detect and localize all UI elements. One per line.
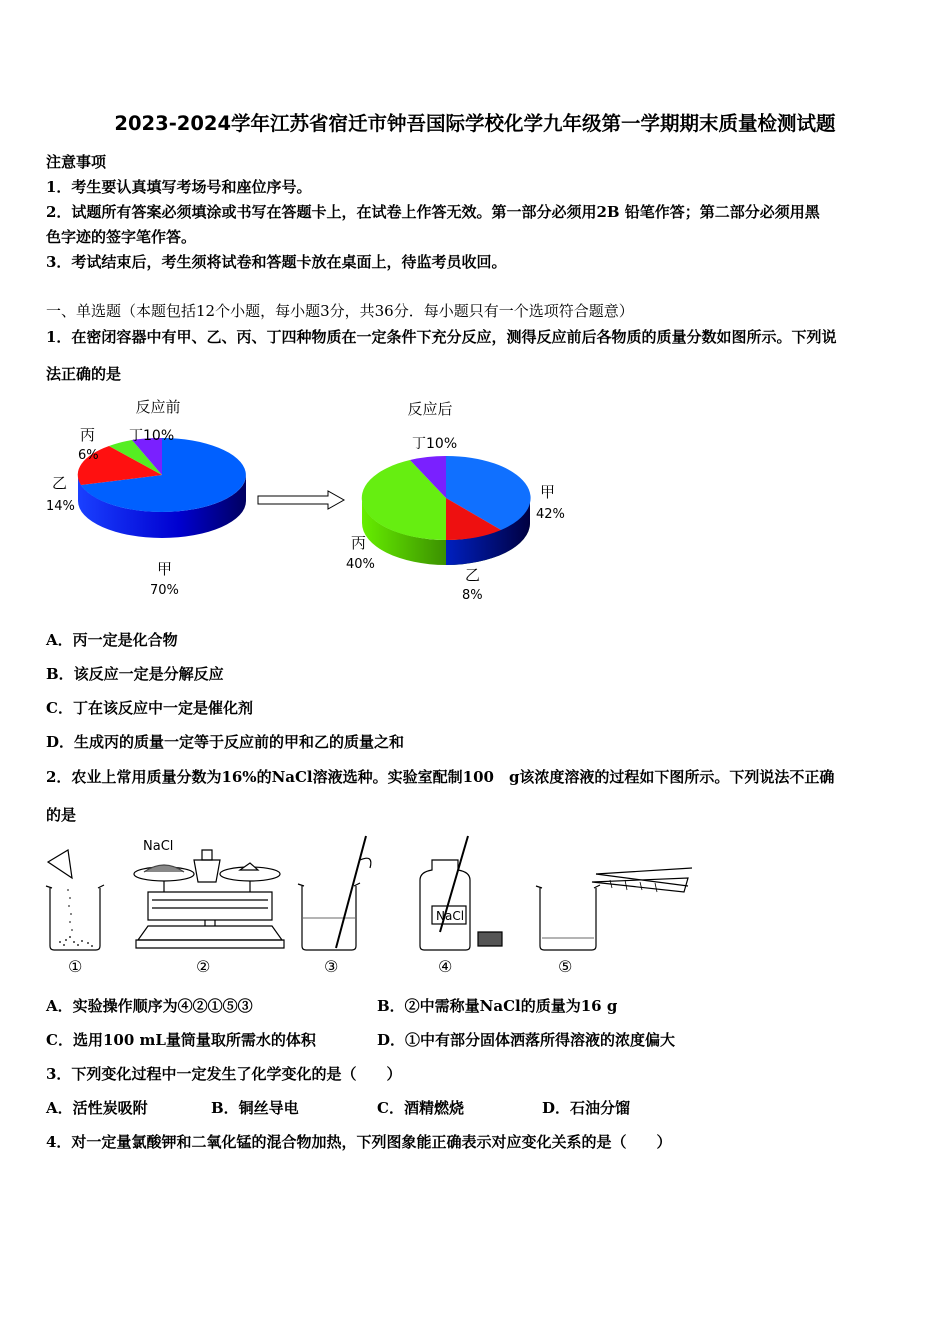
step2-balance: [134, 839, 284, 948]
after-label-bing: 丙: [351, 534, 367, 552]
before-label-bing-pct: 6%: [78, 448, 99, 463]
step5-pour-water: [536, 868, 692, 950]
q1-stem-line1: 1．在密闭容器中有甲、乙、丙、丁四种物质在一定条件下充分反应，测得反应前后各物质的质量分数如图所示。下列说: [46, 328, 837, 346]
q3-stem: 3．下列变化过程中一定发生了化学变化的是（ ）: [46, 1065, 402, 1083]
notice-item: 1．考生要认真填写考场号和座位序号。: [46, 178, 312, 196]
q3-option-b: B．铜丝导电: [211, 1099, 299, 1117]
notice-item: 3．考试结束后，考生须将试卷和答题卡放在桌面上，待监考员收回。: [46, 253, 507, 271]
after-label-ding: 丁10%: [412, 436, 458, 452]
q1-option-d: D．生成丙的质量一定等于反应前的甲和乙的质量之和: [46, 733, 405, 751]
before-label-ding: 丁10%: [129, 428, 175, 444]
q3-option-a: A．活性炭吸附: [46, 1099, 148, 1117]
q1-option-a: A．丙一定是化合物: [46, 631, 178, 649]
before-label-yi: 乙: [52, 474, 68, 492]
step1-pour-solid: [46, 850, 104, 950]
after-label-jia: 甲: [540, 483, 556, 501]
q3-option-d: D．石油分馏: [542, 1099, 631, 1117]
after-label-yi-pct: 8%: [462, 588, 483, 603]
q3-option-c: C．酒精燃烧: [377, 1099, 464, 1117]
q2-lab-figure: [40, 830, 700, 980]
step3-stir: [298, 836, 371, 950]
step-number: ④: [438, 957, 453, 976]
q1-stem-line2: 法正确的是: [46, 365, 122, 383]
q2-stem-line1: 2．农业上常用质量分数为16%的NaCl溶液选种。实验室配制100 g该浓度溶液的过程如下图所示。下列说法不正确: [46, 768, 835, 786]
q1-option-c: C．丁在该反应中一定是催化剂: [46, 699, 253, 717]
before-pie: [78, 438, 246, 538]
before-label-jia-pct: 70%: [150, 583, 179, 598]
q2-option-a: A．实验操作顺序为④②①⑤③: [46, 997, 253, 1015]
q2-option-c: C．选用100 mL量筒量取所需水的体积: [46, 1031, 316, 1049]
reaction-arrow: [258, 491, 344, 509]
step-number: ③: [324, 957, 339, 976]
notice-item: 2．试题所有答案必须填涂或书写在答题卡上，在试卷上作答无效。第一部分必须用2B 铅笔作答；第二部分必须用黑: [46, 203, 820, 221]
notice-item: 色字迹的签字笔作答。: [46, 228, 197, 246]
step-number: ⑤: [558, 957, 573, 976]
exam-title: 2023-2024学年江苏省宿迁市钟吾国际学校化学九年级第一学期期末质量检测试题: [114, 112, 836, 135]
bottle-label: NaCl: [436, 909, 465, 923]
after-title: 反应后: [407, 400, 453, 418]
nacl-label: NaCl: [143, 839, 174, 854]
q2-option-d: D．①中有部分固体洒落所得溶液的浓度偏大: [377, 1031, 676, 1049]
q2-option-b: B．②中需称量NaCl的质量为16 g: [377, 997, 618, 1015]
notice-heading: 注意事项: [46, 153, 107, 171]
step4-reagent-bottle: [420, 836, 502, 950]
section-heading: 一、单选题（本题包括12个小题，每小题3分，共36分．每小题只有一个选项符合题意）: [46, 302, 634, 320]
q2-stem-line2: 的是: [46, 806, 77, 824]
before-title: 反应前: [135, 398, 181, 416]
q1-option-b: B．该反应一定是分解反应: [46, 665, 224, 683]
q1-pie-figure: [40, 390, 600, 605]
after-pie: [362, 456, 531, 565]
after-label-yi: 乙: [465, 566, 481, 584]
step-number: ①: [68, 957, 83, 976]
before-label-jia: 甲: [157, 560, 173, 578]
q4-stem: 4．对一定量氯酸钾和二氧化锰的混合物加热，下列图象能正确表示对应变化关系的是（ ）: [46, 1133, 672, 1151]
before-label-yi-pct: 14%: [46, 499, 75, 514]
before-label-bing: 丙: [80, 426, 96, 444]
step-number: ②: [196, 957, 211, 976]
after-label-bing-pct: 40%: [346, 557, 375, 572]
after-label-jia-pct: 42%: [536, 507, 565, 522]
